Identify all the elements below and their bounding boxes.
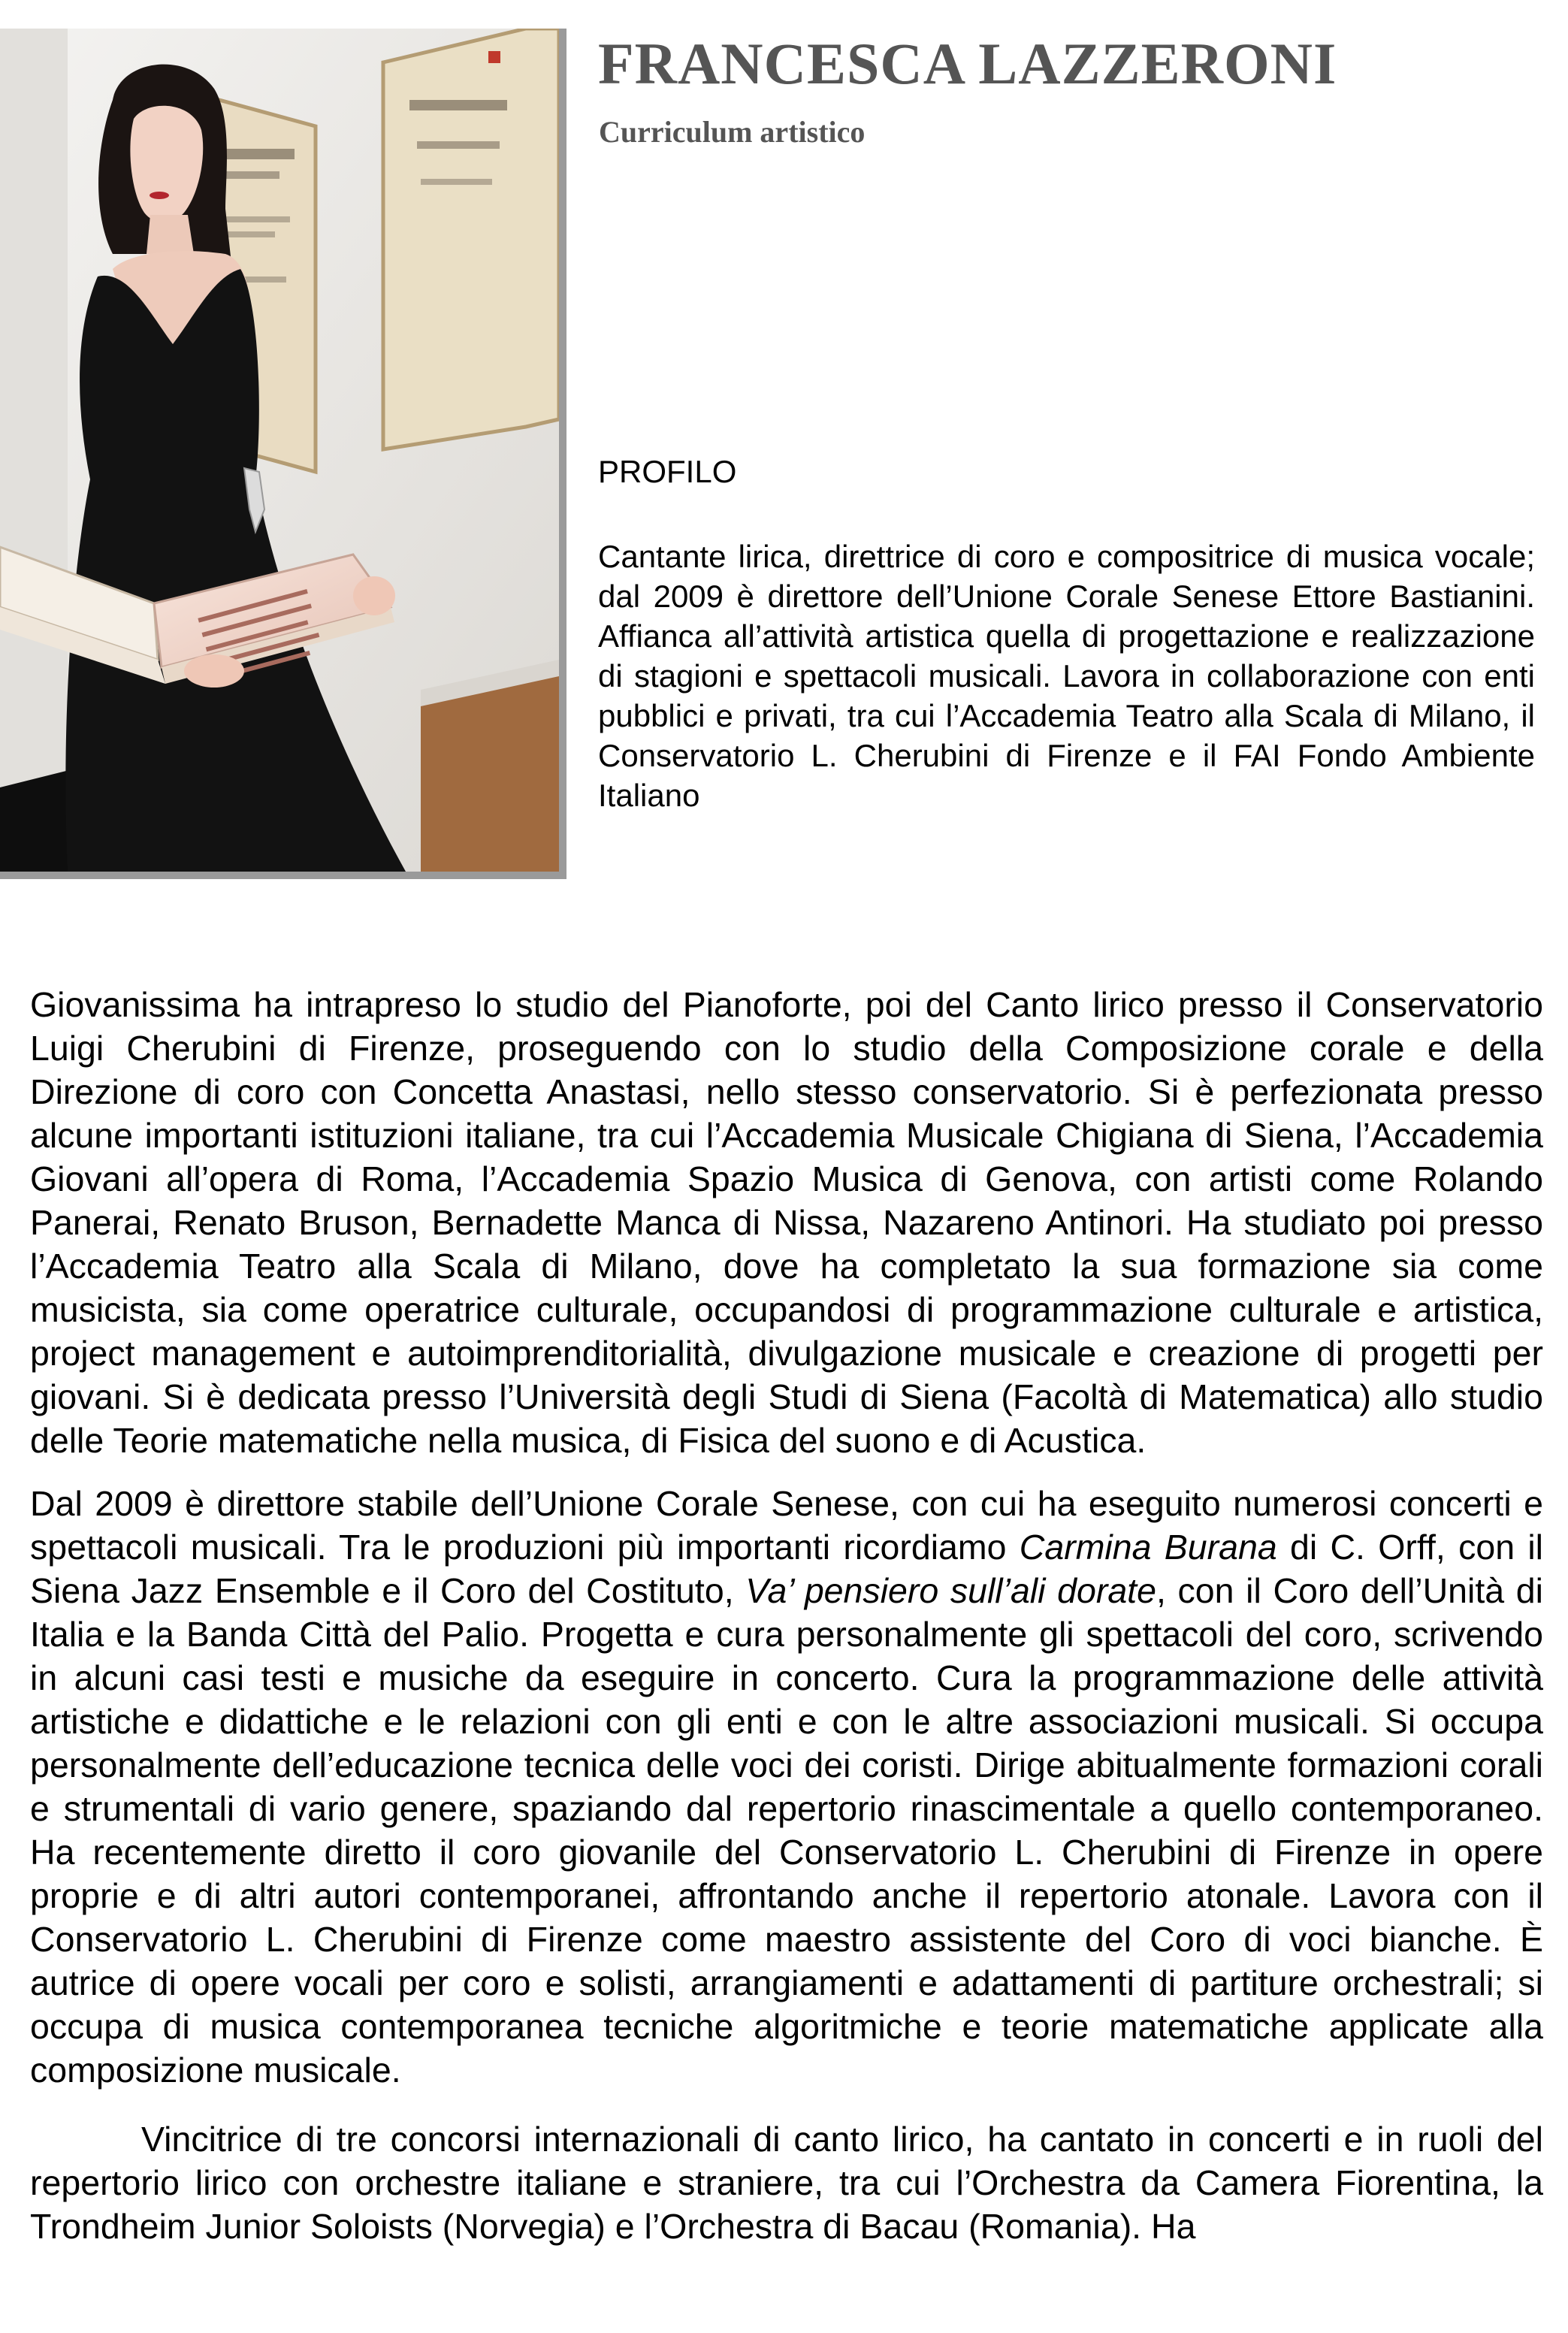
person-name: FRANCESCA LAZZERONI [598,31,1337,96]
paragraph-text: Dal 2009 è direttore stabile dell’Unione Corale Senese, con cui ha eseguito numerosi concerti e spettacoli musicali. Tra le produzioni più importanti ricordiamo [30,1484,1543,1567]
biography-paragraph: Vincitrice di tre concorsi internazionali di canto lirico, ha cantato in concerti e in ruoli del repertorio lirico con orchestre italiane e straniere, tra cui l’Orchestra da Camera Fiorentina, la Trondheim Junior Soloists (Norvegia) e l’Orchestra di Bacau (Romania). Ha [30,2120,1543,2246]
work-title: Carmina Burana [1019,1528,1277,1567]
biography-body [30,983,1543,2248]
document-subtitle: Curriculum artistico [599,115,866,149]
poster-right [383,29,559,449]
portrait-photo [0,29,566,879]
paragraph-text: , con il Coro dell’Unità di Italia e la Banda Città del Palio. Progetta e cura personalmente gli spettacoli del coro, scrivendo in alcuni casi testi e musiche da eseguire in concerto. Cura la programmazione delle attività artistiche e didattiche e le relazioni con gli enti e con le altre associazioni musicali. Si occupa personalmente dell’educazione tecnica delle voci dei coristi. Dirige abitualmente formazioni corali e strumentali di vario genere, spaziando dal repertorio rinascimentale a quello contemporaneo. Ha recentemente diretto il coro giovanile del Conservatorio L. Cherubini di Firenze in opere proprie e di altri autori contemporanei, affrontando anche il repertorio atonale. Lavora con il Conservatorio L. Cherubini di Firenze come maestro assistente del Coro di voci bianche. È autrice di opere vocali per coro e solisti, arrangiamenti e adattamenti di partiture orchestrali; si occupa di musica contemporanea tecniche algoritmiche e teorie matematiche applicate alla composizione musicale. [30,1571,1543,2090]
paragraph-text: di C. Orff, con il Siena Jazz Ensemble e il Coro del Costituto, [30,1528,1543,1610]
biography-paragraph: Giovanissima ha intrapreso lo studio del Pianoforte, poi del Canto lirico presso il Conservatorio Luigi Cherubini di Firenze, proseguendo con lo studio della Composizione corale e della Direzione di coro con Concetta Anastasi, nello stesso conservatorio. Si è perfezionata presso alcune importanti istituzioni italiane, tra cui l’Accademia Musicale Chigiana di Siena, l’Accademia Giovani all’opera di Roma, l’Accademia Spazio Musica di Genova, con artisti come Rolando Panerai, Renato Bruson, Bernadette Manca di Nissa, Nazareno Antinori. Ha studiato poi presso l’Accademia Teatro alla Scala di Milano, dove ha completato la sua formazione sia come musicista, sia come operatrice culturale, occupandosi di programmazione culturale e artistica, project management e autoimprenditorialità, divulgazione musicale e creazione di progetti per giovani. Si è dedicata presso l’Università degli Studi di Siena (Facoltà di Matematica) allo studio delle Teorie matematiche nella musica, di Fisica del suono e di Acustica. [30,985,1543,1460]
profile-text: Cantante lirica, direttrice di coro e compositrice di musica vocale; dal 2009 è direttore dell’Unione Corale Senese Ettore Bastianini. Affianca all’attività artistica quella di progettazione e realizzazione di stagioni e spettacoli musicali. Lavora in collaborazione con enti pubblici e privati, tra cui l’Accademia Teatro alla Scala di Milano, il Conservatorio L. Cherubini di Firenze e il FAI Fondo Ambiente Italiano [598,539,1535,813]
work-title: Va’ pensiero sull’ali dorate [745,1571,1156,1610]
profile-heading: PROFILO [598,454,737,489]
biography-paragraph [30,1482,1543,2092]
